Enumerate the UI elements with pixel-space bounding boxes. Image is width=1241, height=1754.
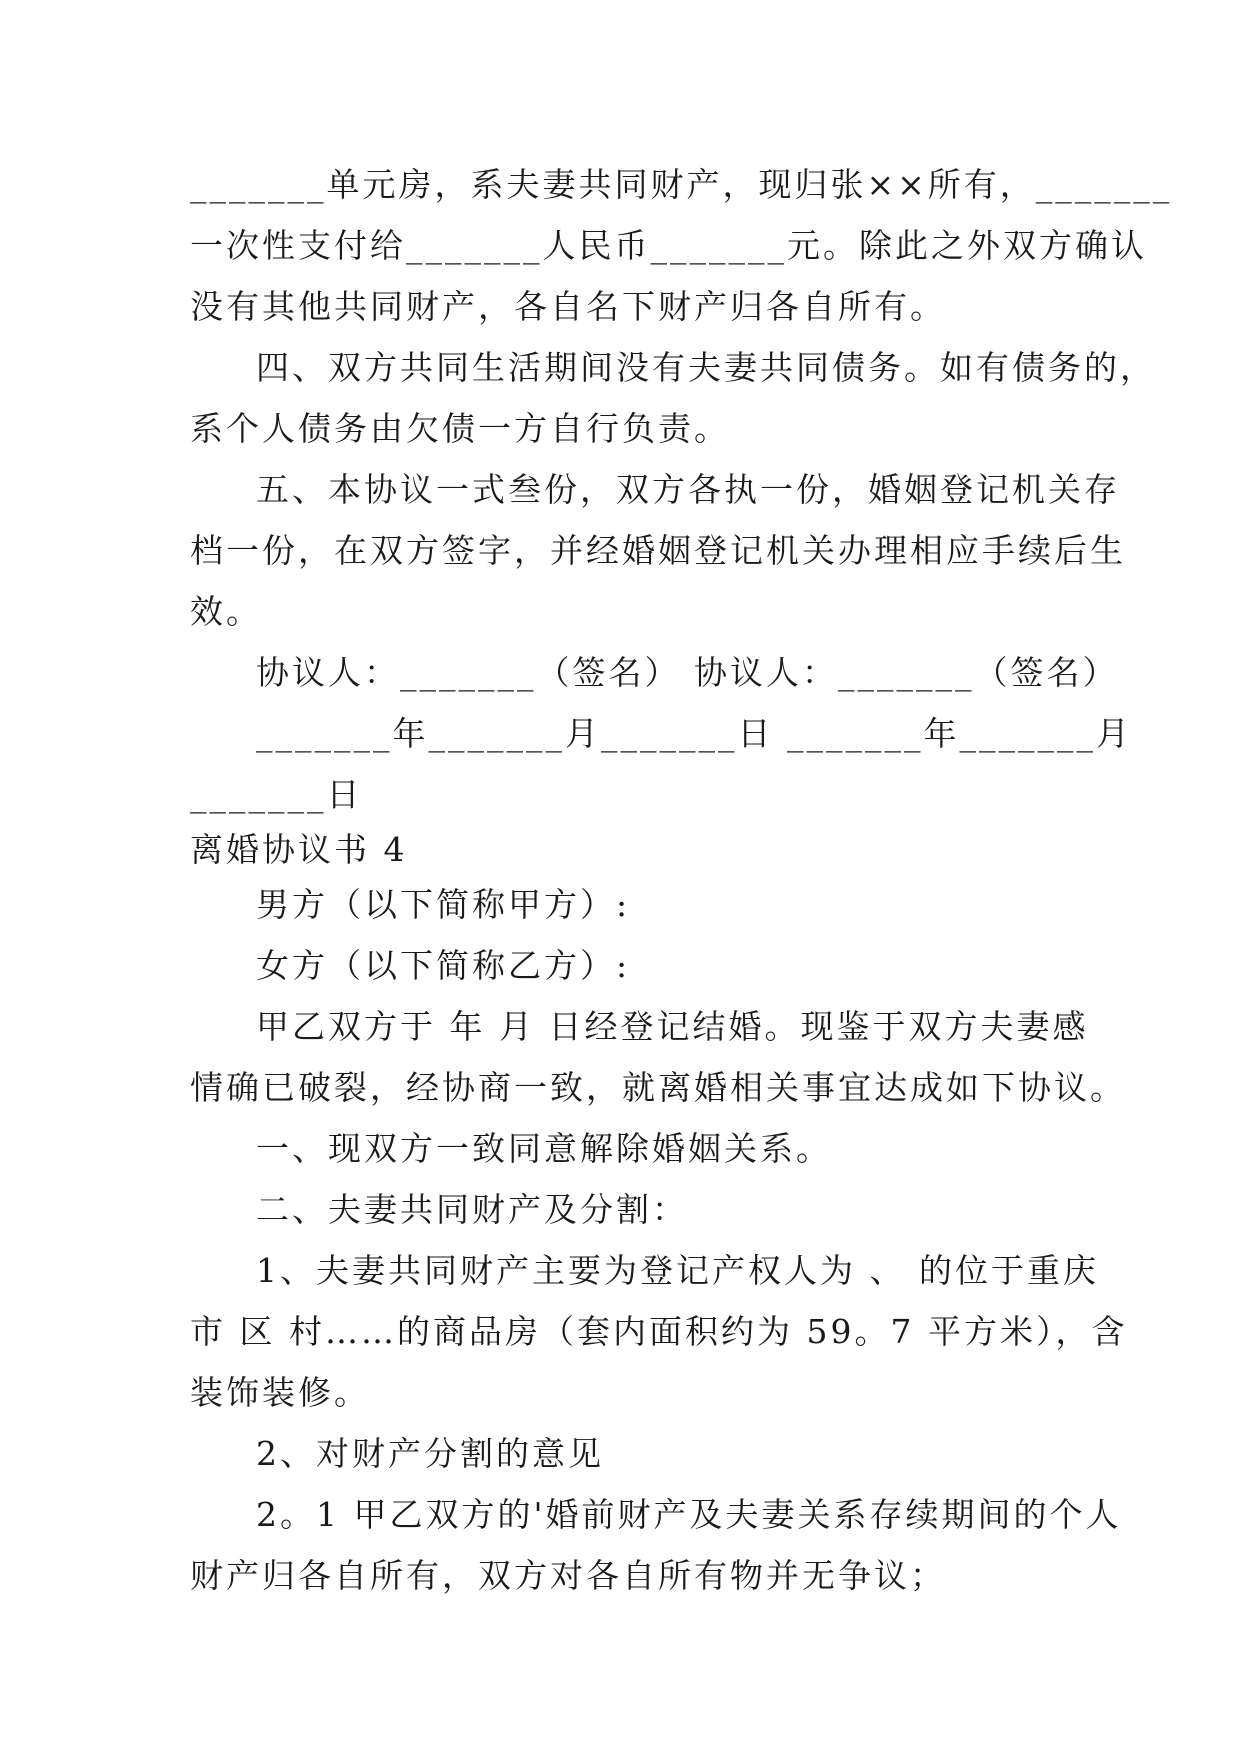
signature-line: 协议人：_______（签名） 协议人：_______（签名） bbox=[256, 653, 1119, 692]
text-line: 没有其他共同财产，各自名下财产归各自所有。 bbox=[190, 287, 946, 326]
text-line: 五、本协议一式叁份，双方各执一份，婚姻登记机关存 bbox=[256, 470, 1120, 509]
text-line: 甲乙双方于 年 月 日经登记结婚。现鉴于双方夫妻感 bbox=[256, 1007, 1089, 1046]
text-line: 财产归各自所有，双方对各自所有物并无争议； bbox=[190, 1556, 946, 1595]
text-line: 女方（以下简称乙方）: bbox=[256, 946, 631, 985]
text-line: 效。 bbox=[190, 592, 262, 631]
text-line: 一、现双方一致同意解除婚姻关系。 bbox=[256, 1129, 832, 1168]
date-line: _______年_______月_______日 _______年_______月 bbox=[256, 714, 1132, 753]
text-line: 四、双方共同生活期间没有夫妻共同债务。如有债务的， bbox=[256, 348, 1156, 387]
text-line: 档一份，在双方签字，并经婚姻登记机关办理相应手续后生 bbox=[190, 531, 1126, 570]
text-line: 市 区 村……的商品房（套内面积约为 59。7 平方米），含 bbox=[190, 1312, 1128, 1351]
section-title: 离婚协议书 4 bbox=[190, 830, 408, 869]
text-line: 情确已破裂，经协商一致，就离婚相关事宜达成如下协议。 bbox=[190, 1068, 1126, 1107]
text-line: 1、夫妻共同财产主要为登记产权人为 、 的位于重庆 bbox=[256, 1251, 1099, 1290]
text-line: 系个人债务由欠债一方自行负责。 bbox=[190, 409, 730, 448]
text-line: _______单元房，系夫妻共同财产，现归张××所有，_______ bbox=[190, 165, 1173, 204]
text-line: 男方（以下简称甲方）: bbox=[256, 885, 631, 924]
text-line: 一次性支付给_______人民币_______元。除此之外双方确认 bbox=[190, 226, 1147, 265]
text-line: 2、对财产分割的意见 bbox=[256, 1434, 604, 1473]
text-line: 装饰装修。 bbox=[190, 1373, 370, 1412]
document-page bbox=[190, 154, 1173, 1606]
text-line: 二、夫妻共同财产及分割： bbox=[256, 1190, 688, 1229]
date-line: _______日 bbox=[190, 775, 363, 814]
text-line: 2。1 甲乙双方的'婚前财产及夫妻关系存续期间的个人 bbox=[256, 1495, 1122, 1534]
